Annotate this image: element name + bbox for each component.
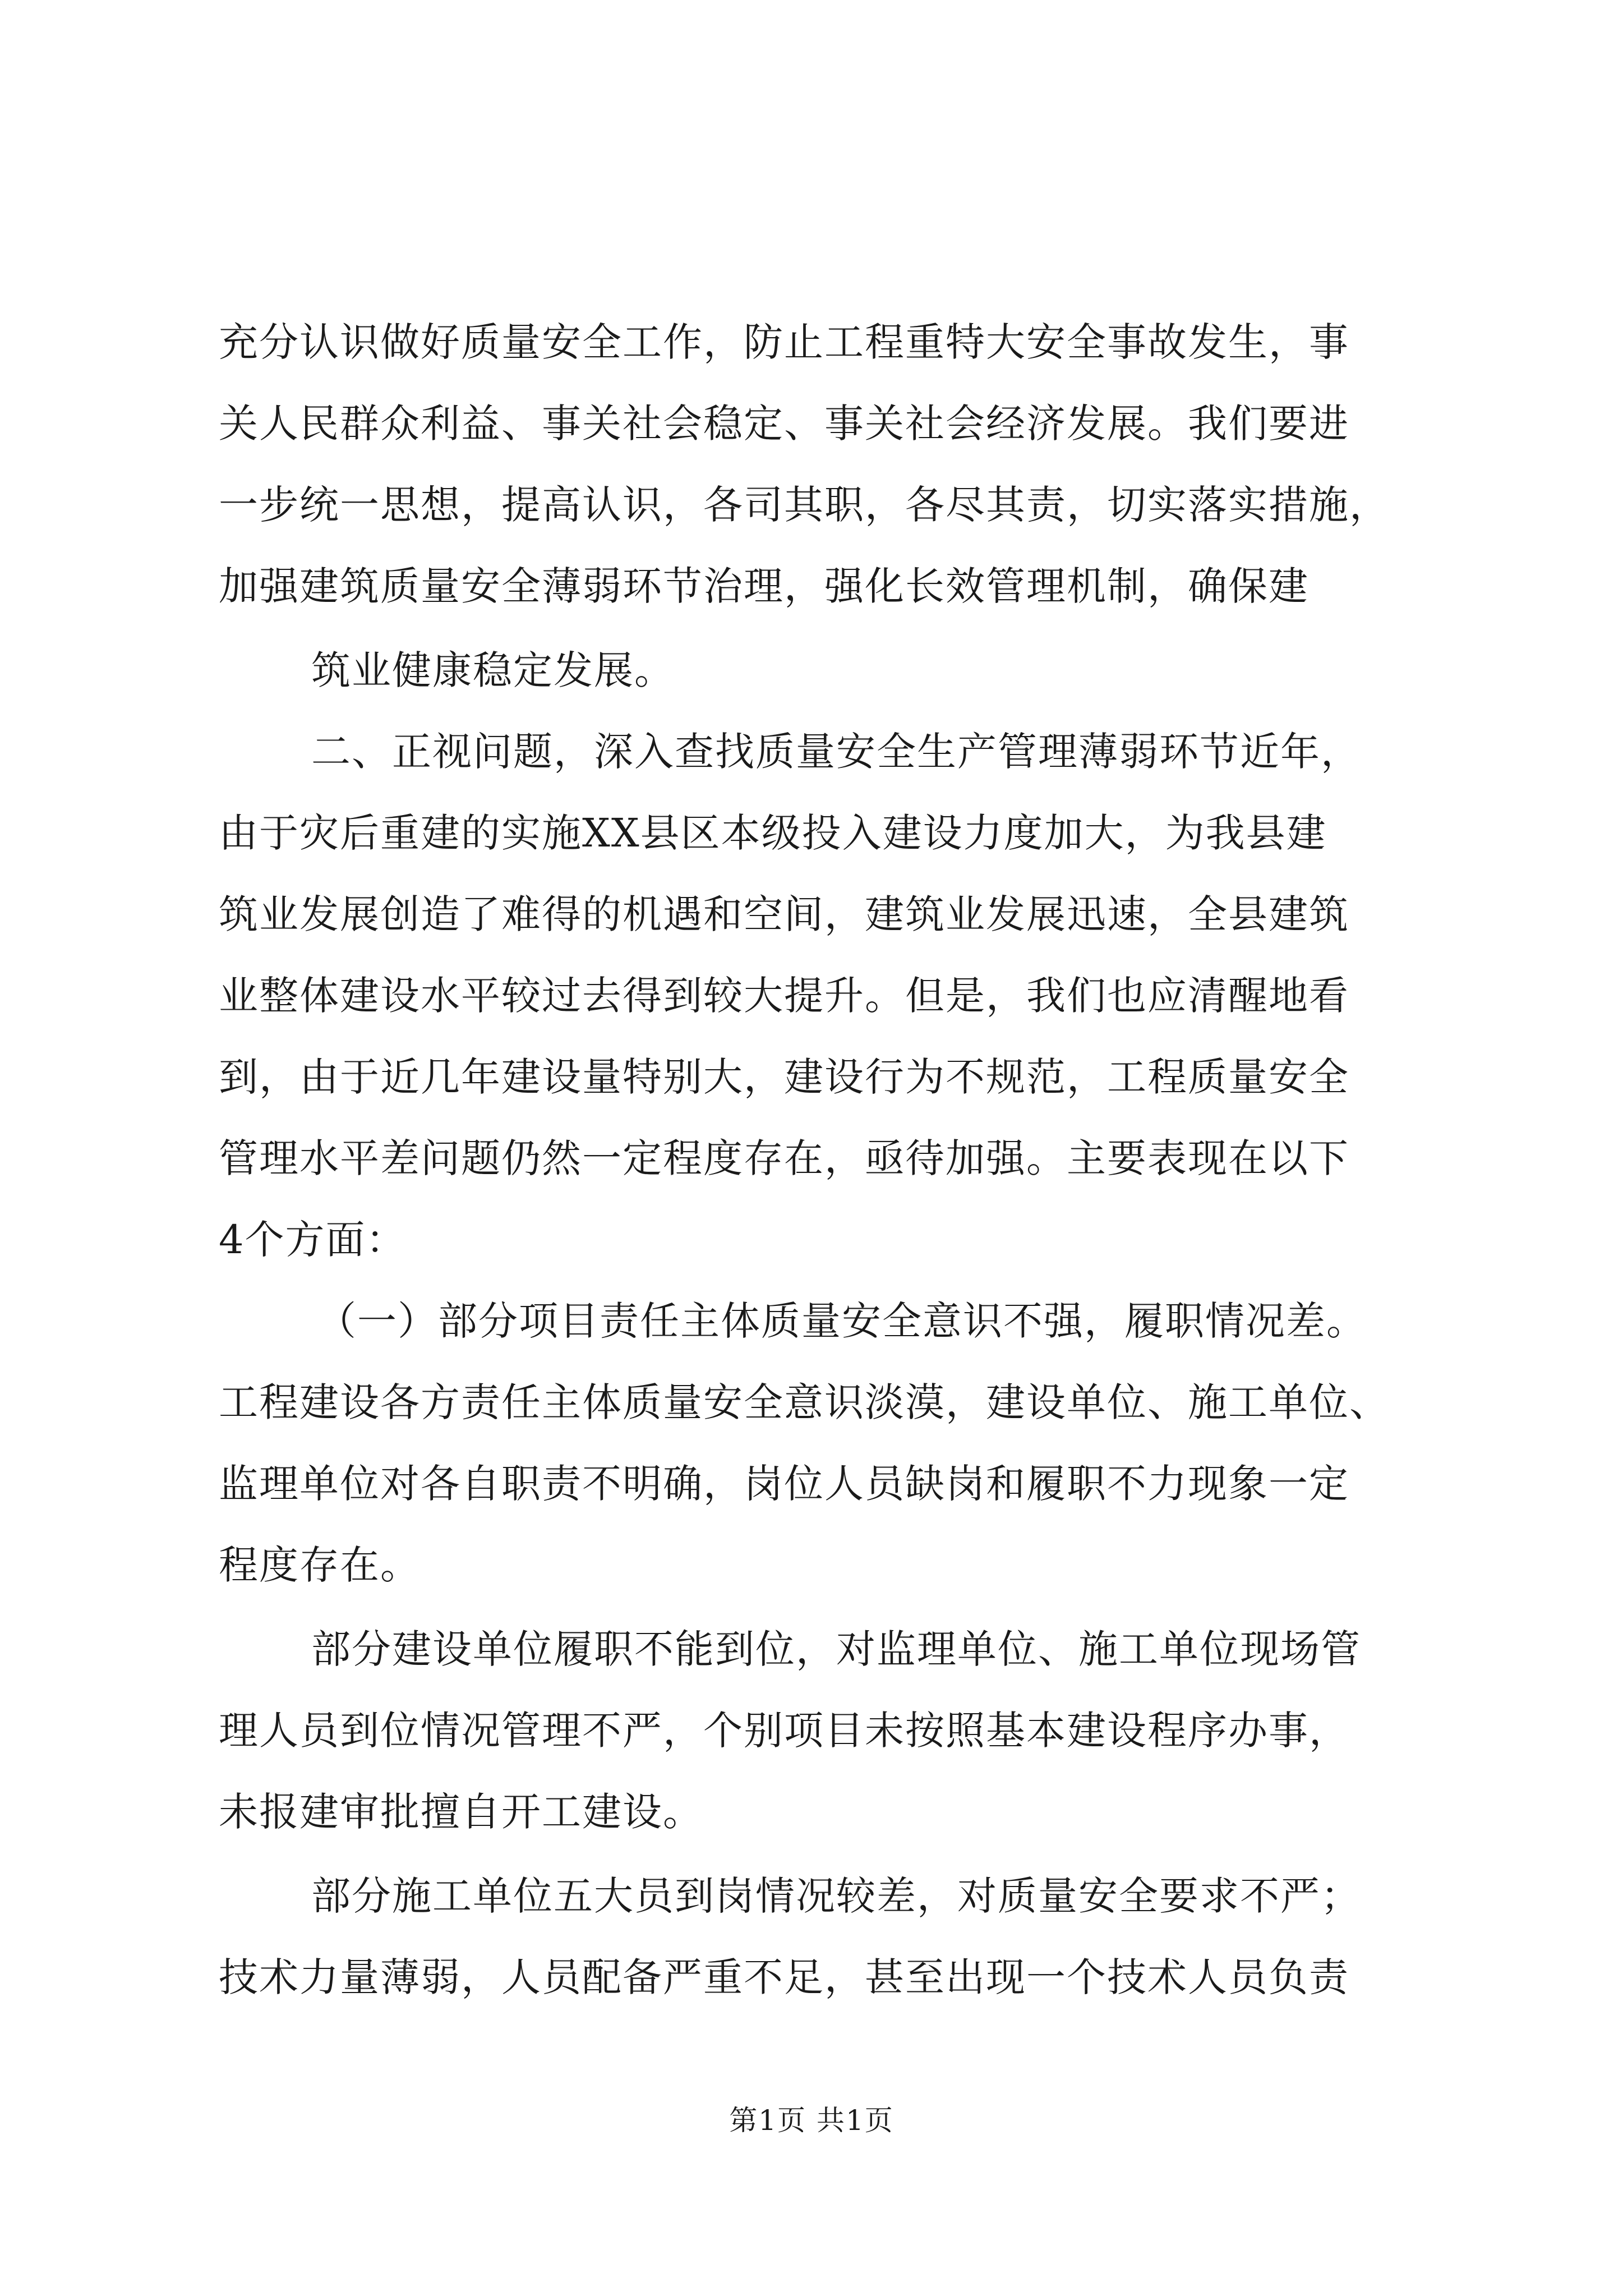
text-line: 筑业发展创造了难得的机遇和空间，建筑业发展迅速，全县建筑	[219, 891, 1349, 937]
text-line: 理人员到位情况管理不严，个别项目未按照基本建设程序办事，	[219, 1708, 1349, 1754]
text-line: 工程建设各方责任主体质量安全意识淡漠，建设单位、施工单位、	[219, 1379, 1390, 1425]
text-line: 4个方面：	[219, 1217, 407, 1263]
text-line: 程度存在。	[219, 1542, 421, 1588]
text-line: 充分认识做好质量安全工作，防止工程重特大安全事故发生，事	[219, 319, 1349, 365]
text-line: 部分建设单位履职不能到位，对监理单位、施工单位现场管	[311, 1626, 1361, 1672]
page-number-footer: 第1页 共1页	[729, 2104, 894, 2137]
text-line: 管理水平差问题仍然一定程度存在，亟待加强。主要表现在以下	[219, 1135, 1349, 1181]
text-line: 到，由于近几年建设量特别大，建设行为不规范，工程质量安全	[219, 1054, 1349, 1100]
text-line: 筑业健康稳定发展。	[311, 647, 675, 693]
text-line: 业整体建设水平较过去得到较大提升。但是，我们也应清醒地看	[219, 973, 1349, 1019]
text-line: 监理单位对各自职责不明确，岗位人员缺岗和履职不力现象一定	[219, 1461, 1349, 1507]
text-line: 部分施工单位五大员到岗情况较差，对质量安全要求不严；	[311, 1873, 1361, 1919]
text-line: 技术力量薄弱，人员配备严重不足，甚至出现一个技术人员负责	[219, 1954, 1349, 2000]
text-line: 未报建审批擅自开工建设。	[219, 1789, 703, 1835]
text-line: 加强建筑质量安全薄弱环节治理，强化长效管理机制，确保建	[219, 563, 1309, 609]
text-line: 由于灾后重建的实施XX县区本级投入建设力度加大，为我县建	[219, 810, 1327, 856]
subsection-heading: （一）部分项目责任主体质量安全意识不强，履职情况差。	[317, 1298, 1367, 1344]
text-line: 关人民群众利益、事关社会稳定、事关社会经济发展。我们要进	[219, 401, 1349, 447]
section-heading: 二、正视问题，深入查找质量安全生产管理薄弱环节近年，	[311, 729, 1361, 775]
text-line: 一步统一思想，提高认识，各司其职，各尽其责，切实落实措施，	[219, 482, 1390, 528]
